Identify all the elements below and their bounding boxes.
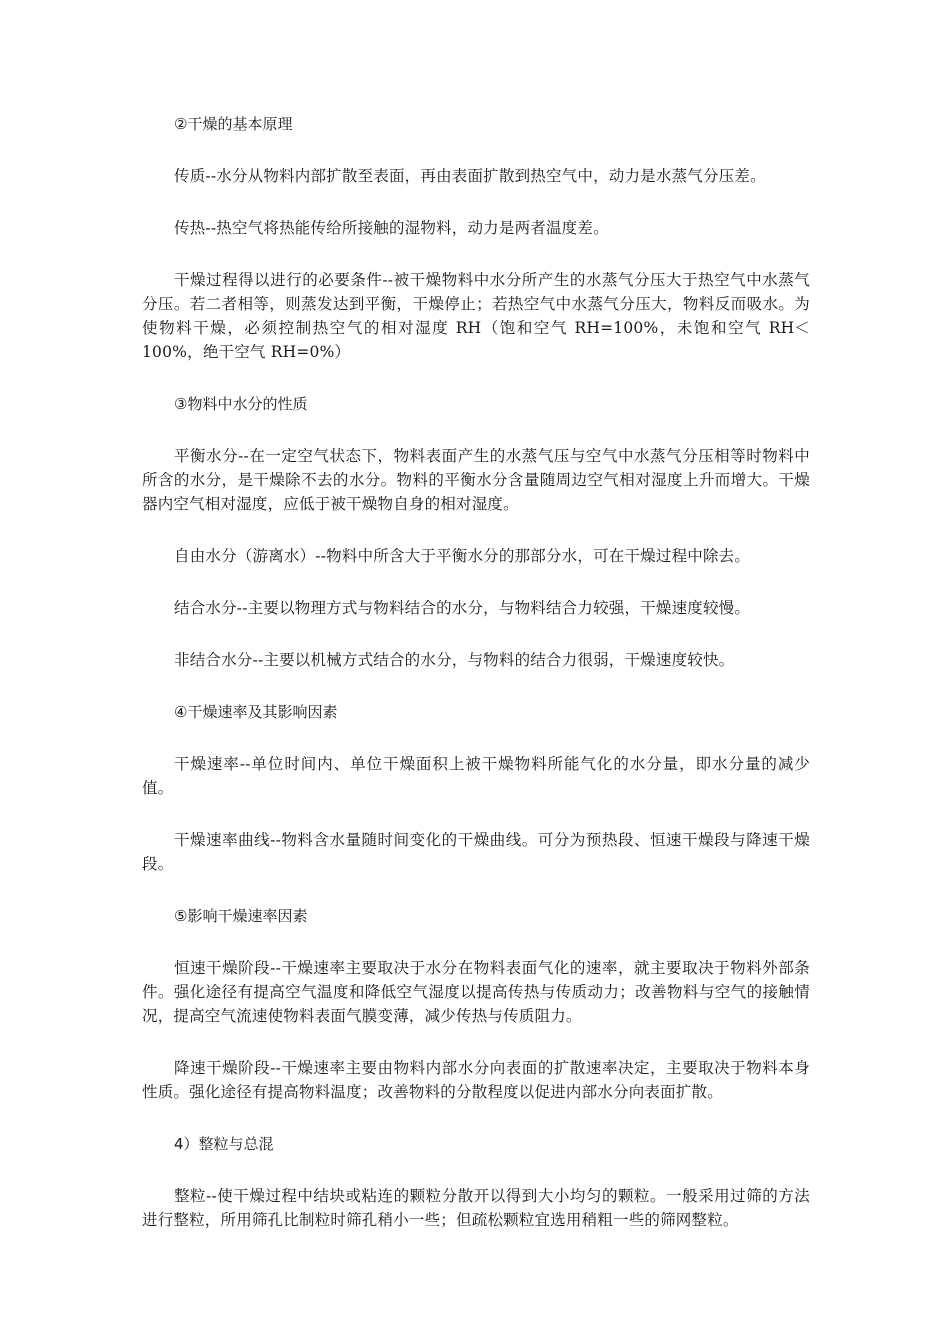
- section-heading-water-properties: ③物料中水分的性质: [174, 395, 308, 413]
- paragraph-falling-rate-stage: 降速干燥阶段--干燥速率主要由物料内部水分向表面的扩散速率决定，主要取决于物料本身性质。强化途径有提高物料温度；改善物料的分散程度以促进内部水分向表面扩散。: [142, 1059, 810, 1101]
- section-heading-sizing-mixing: 4）整粒与总混: [174, 1135, 274, 1153]
- paragraph-granule-sizing: 整粒--使干燥过程中结块或粘连的颗粒分散开以得到大小均匀的颗粒。一般采用过筛的方法进行整粒，所用筛孔比制粒时筛孔稍小一些；但疏松颗粒宜选用稍粗一些的筛网整粒。: [142, 1187, 810, 1229]
- document-page: [142, 112, 810, 1232]
- paragraph-bound-water: 结合水分--主要以物理方式与物料结合的水分，与物料结合力较强，干燥速度较慢。: [174, 599, 751, 617]
- section-heading-drying-rate: ④干燥速率及其影响因素: [174, 703, 338, 721]
- paragraph-constant-rate-stage: 恒速干燥阶段--干燥速率主要取决于水分在物料表面气化的速率，就主要取决于物料外部条件。强化途径有提高空气温度和降低空气湿度以提高传热与传质动力；改善物料与空气的接触情况，提高空气流速使物料表面气膜变薄，减少传热与传质阻力。: [142, 959, 810, 1025]
- paragraph-unbound-water: 非结合水分--主要以机械方式结合的水分，与物料的结合力很弱，干燥速度较快。: [174, 651, 735, 669]
- section-heading-drying-principle: ②干燥的基本原理: [174, 115, 293, 133]
- paragraph-drying-conditions: 干燥过程得以进行的必要条件--被干燥物料中水分所产生的水蒸气分压大于热空气中水蒸气分压。若二者相等，则蒸发达到平衡，干燥停止；若热空气中水蒸气分压大，物料反而吸水。为使物料干燥，必须控制热空气的相对湿度 RH（饱和空气 RH=100%，未饱和空气 RH＜100%，绝干空气 RH=0%）: [142, 271, 810, 361]
- paragraph-drying-rate-definition: 干燥速率--单位时间内、单位干燥面积上被干燥物料所能气化的水分量，即水分量的减少值。: [142, 755, 810, 797]
- paragraph-drying-rate-curve: 干燥速率曲线--物料含水量随时间变化的干燥曲线。可分为预热段、恒速干燥段与降速干燥段。: [142, 831, 810, 873]
- section-heading-rate-factors: ⑤影响干燥速率因素: [174, 907, 308, 925]
- paragraph-mass-transfer: 传质--水分从物料内部扩散至表面，再由表面扩散到热空气中，动力是水蒸气分压差。: [174, 167, 766, 185]
- paragraph-equilibrium-water: 平衡水分--在一定空气状态下，物料表面产生的水蒸气压与空气中水蒸气分压相等时物料中所含的水分，是干燥除不去的水分。物料的平衡水分含量随周边空气相对湿度上升而增大。干燥器内空气相对湿度，应低于被干燥物自身的相对湿度。: [142, 447, 810, 513]
- paragraph-heat-transfer: 传热--热空气将热能传给所接触的湿物料，动力是两者温度差。: [174, 219, 609, 237]
- paragraph-free-water: 自由水分（游离水）--物料中所含大于平衡水分的那部分水，可在干燥过程中除去。: [174, 547, 751, 565]
